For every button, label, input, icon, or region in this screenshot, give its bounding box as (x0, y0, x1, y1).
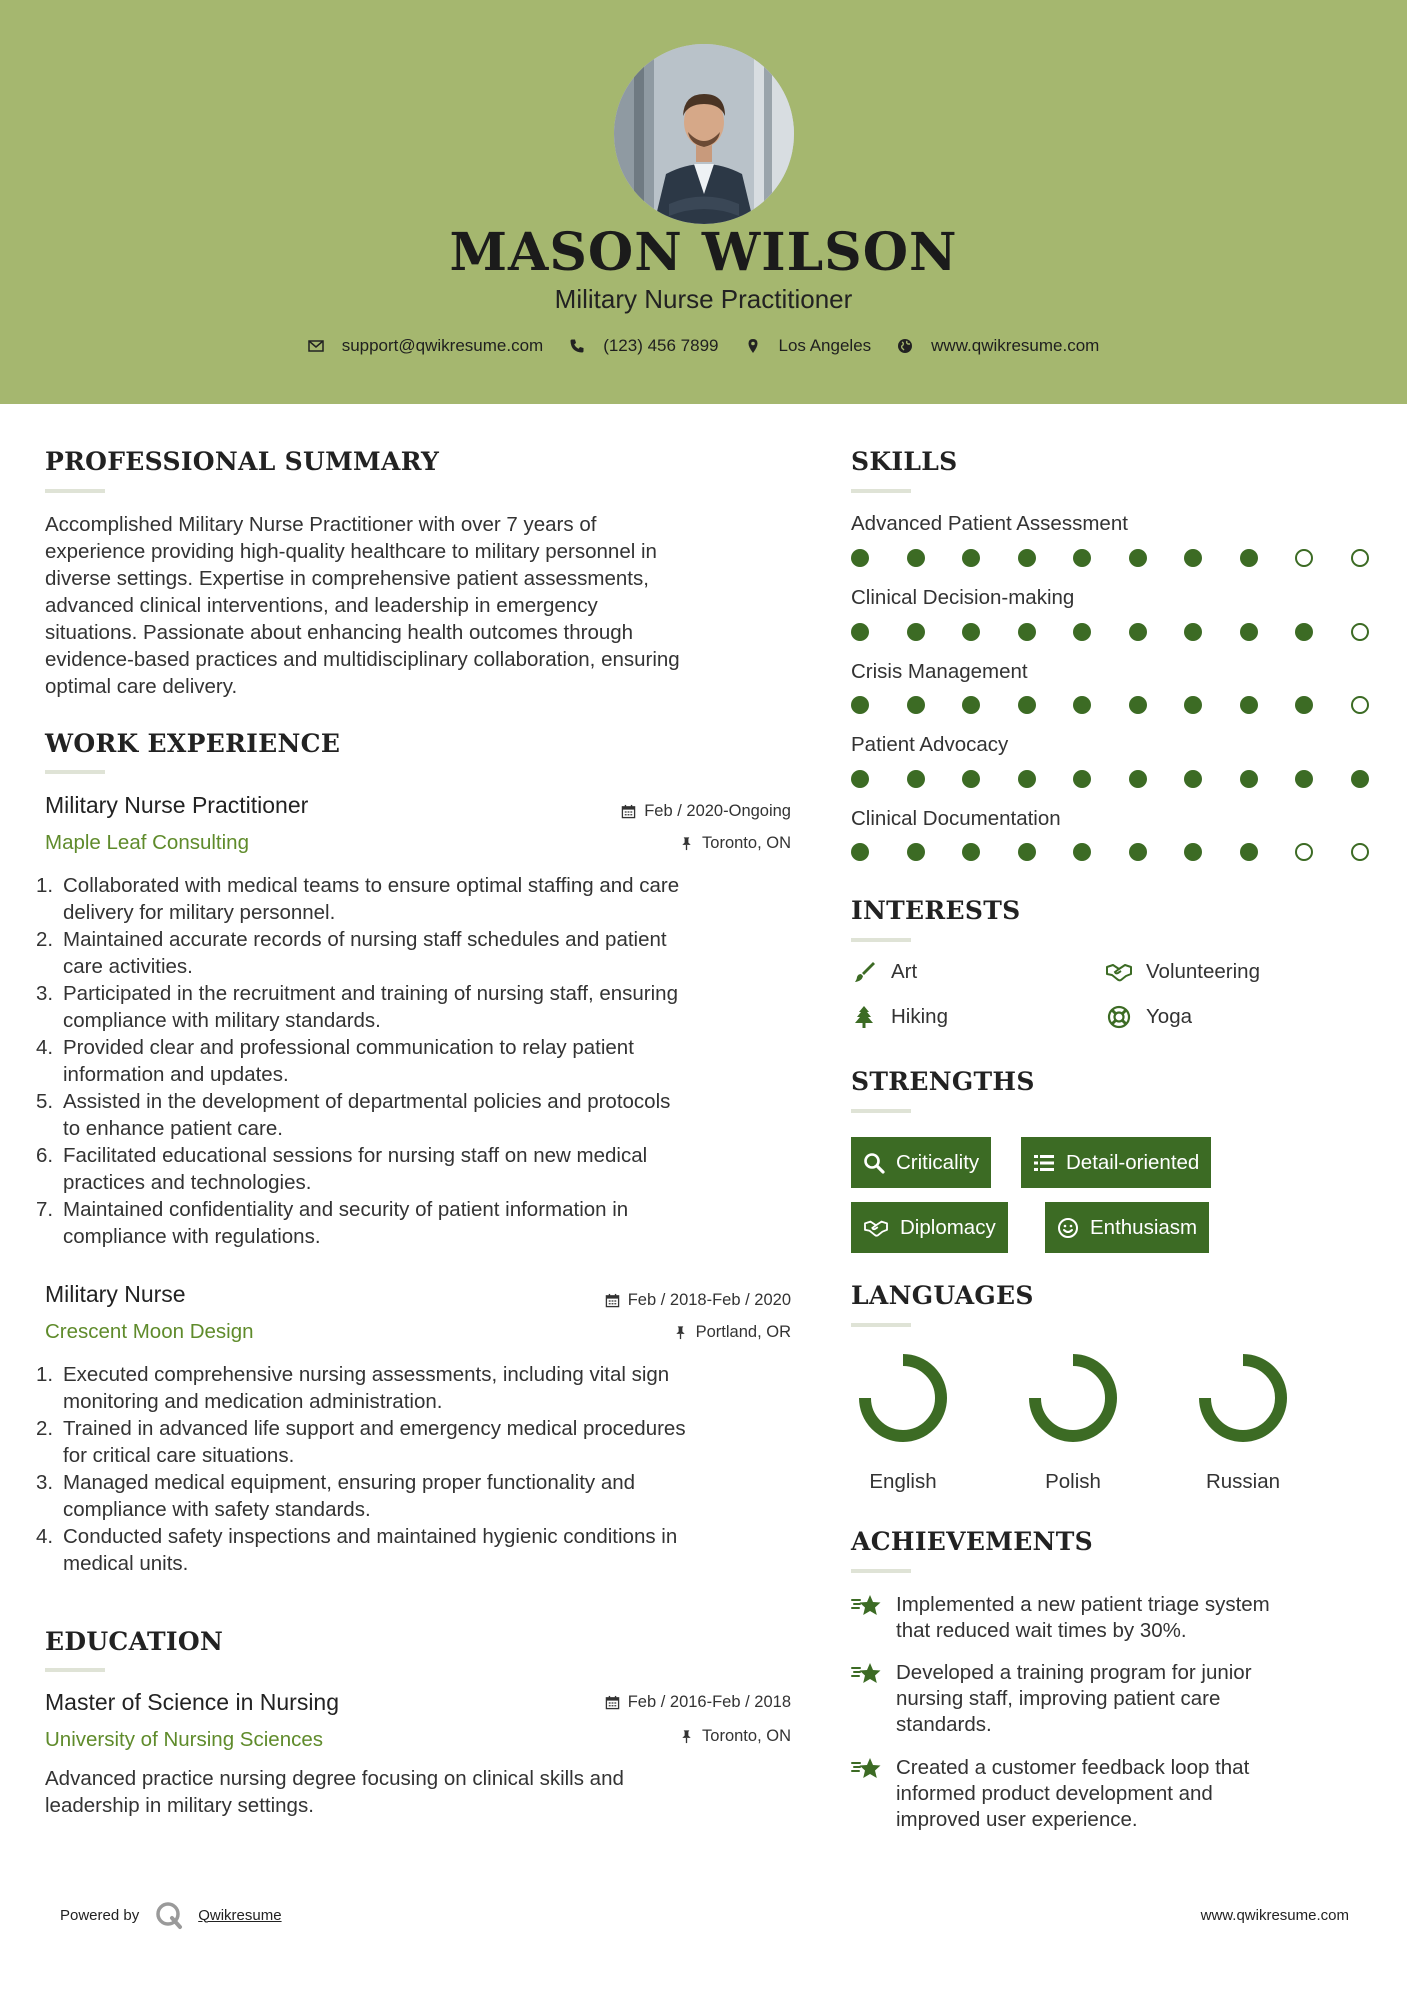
skill-dot-filled (1240, 696, 1258, 714)
list-item (36, 1142, 796, 1196)
powered-by-label: Powered by (60, 1906, 140, 1924)
skill-dot-filled (962, 549, 980, 567)
list-item-line: Collaborated with medical teams to ensure optimal staffing and care (63, 874, 680, 897)
list-item-line: Managed medical equipment, ensuring proper functionality and (63, 1471, 636, 1494)
language-proficiency-ring (1195, 1350, 1291, 1446)
interest-item (1106, 960, 1260, 984)
list-item (36, 926, 796, 980)
skill-dot-filled (851, 843, 869, 861)
interest-label: Yoga (1146, 1005, 1192, 1028)
skill-dot-filled (1184, 770, 1202, 788)
strength-label: Criticality (896, 1150, 980, 1174)
handshake-icon (863, 1217, 889, 1239)
list-item-line: for critical care situations. (63, 1444, 295, 1467)
profile-photo (614, 44, 794, 224)
list-item (36, 1196, 796, 1250)
summary-line: evidence-based practices and multidisciplinary collaboration, ensuring (45, 648, 680, 671)
education-dates-text: Feb / 2016-Feb / 2018 (627, 1693, 791, 1711)
skill-dot-filled (1295, 623, 1313, 641)
skill-dot-filled (1129, 770, 1147, 788)
list-item-line: Participated in the recruitment and training of nursing staff, ensuring (63, 982, 678, 1005)
language-proficiency-arc (865, 1360, 941, 1436)
skill-dot-filled (907, 770, 925, 788)
skill-dot-filled (851, 770, 869, 788)
summary-heading-rule (45, 489, 105, 493)
language-item (843, 1350, 963, 1494)
skill-name: Patient Advocacy (851, 733, 1009, 756)
skill-dot-empty (1351, 549, 1369, 567)
list-item-number: 6. (36, 1144, 54, 1167)
list-item-line: care activities. (63, 955, 193, 978)
skill-dot-filled (1184, 843, 1202, 861)
job-location-text: Portland, OR (695, 1323, 791, 1341)
smile-icon (1057, 1217, 1079, 1239)
list-item (36, 980, 796, 1034)
calendar-icon (605, 1293, 620, 1308)
qwikresume-logo-icon (154, 1900, 184, 1930)
skill-dot-filled (962, 770, 980, 788)
summary-text (45, 511, 805, 700)
list-item (36, 1088, 796, 1142)
list-item (36, 1469, 796, 1523)
job-dates-text: Feb / 2018-Feb / 2020 (627, 1291, 791, 1309)
skill-dot-filled (1351, 770, 1369, 788)
interest-label: Hiking (891, 1005, 948, 1028)
skill-dot-filled (907, 549, 925, 567)
education-heading: EDUCATION (45, 1627, 224, 1656)
education-heading-rule (45, 1668, 105, 1672)
phone-icon (569, 338, 585, 354)
strength-chip (851, 1137, 991, 1188)
strengths-heading: STRENGTHS (851, 1067, 1035, 1096)
skill-name: Crisis Management (851, 660, 1028, 683)
list-item-number: 5. (36, 1090, 54, 1113)
list-item-number: 2. (36, 928, 54, 951)
job-bullets (36, 1361, 796, 1577)
list-item-line: Conducted safety inspections and maintained hygienic conditions in (63, 1525, 678, 1548)
list-item-number: 4. (36, 1525, 54, 1548)
list-item-line: Executed comprehensive nursing assessments, including vital sign (63, 1363, 670, 1386)
contact-location-text: Los Angeles (778, 336, 872, 355)
strength-chip (851, 1202, 1008, 1253)
contact-phone[interactable] (569, 336, 718, 356)
powered-by (60, 1900, 282, 1930)
job-location (673, 1323, 791, 1342)
interest-label: Volunteering (1146, 960, 1260, 983)
skills-heading-rule (851, 489, 911, 493)
summary-line: diverse settings. Expertise in comprehensive patient assessments, (45, 567, 649, 590)
achievement-line: that reduced wait times by 30%. (896, 1619, 1187, 1642)
skill-dot-filled (1184, 549, 1202, 567)
skills-heading: SKILLS (851, 447, 958, 476)
list-item (36, 1415, 796, 1469)
skill-name: Clinical Decision-making (851, 586, 1075, 609)
strength-label: Enthusiasm (1090, 1215, 1198, 1239)
envelope-icon (308, 338, 324, 354)
contact-website[interactable] (897, 336, 1099, 356)
skill-dot-filled (962, 623, 980, 641)
summary-heading: PROFESSIONAL SUMMARY (45, 447, 440, 476)
skill-dot-filled (1018, 549, 1036, 567)
summary-line: experience providing high-quality healthcare to military personnel in (45, 540, 657, 563)
list-item-line: Facilitated educational sessions for nursing staff on new medical (63, 1144, 648, 1167)
brand-link[interactable]: Qwikresume (198, 1906, 282, 1924)
job-company: Maple Leaf Consulting (45, 831, 249, 854)
skill-dot-filled (1295, 696, 1313, 714)
achievement-line: Implemented a new patient triage system (896, 1593, 1270, 1616)
strength-label: Diplomacy (900, 1215, 996, 1239)
skill-dot-filled (1184, 623, 1202, 641)
map-marker-icon (745, 338, 761, 354)
pushpin-icon (679, 1729, 694, 1744)
job-title: Military Nurse (45, 1281, 186, 1307)
skill-dot-filled (1129, 623, 1147, 641)
skill-dot-filled (1018, 770, 1036, 788)
contact-bar (0, 336, 1407, 356)
achievements-heading: ACHIEVEMENTS (851, 1527, 1093, 1556)
achievement-line: nursing staff, improving patient care (896, 1687, 1221, 1710)
strengths-heading-rule (851, 1109, 911, 1113)
achievement-line: improved user experience. (896, 1808, 1138, 1831)
candidate-title: Military Nurse Practitioner (554, 284, 853, 314)
contact-phone-text: (123) 456 7899 (603, 336, 719, 355)
list-item-line: Maintained confidentiality and security of patient information in (63, 1198, 629, 1221)
pushpin-icon (679, 836, 694, 851)
summary-line: advanced clinical interventions, and leadership in emergency (45, 594, 598, 617)
strength-chip (1045, 1202, 1209, 1253)
calendar-icon (605, 1695, 620, 1710)
contact-website-text: www.qwikresume.com (931, 336, 1100, 355)
list-item-line: monitoring and medication administration. (63, 1390, 443, 1413)
experience-heading: WORK EXPERIENCE (45, 729, 341, 758)
skill-dot-filled (1129, 696, 1147, 714)
language-item (1013, 1350, 1133, 1494)
summary-line: situations. Passionate about enhancing health outcomes through (45, 621, 634, 644)
skill-dot-filled (1073, 623, 1091, 641)
handshake-icon (1106, 960, 1132, 984)
education-dates (605, 1693, 791, 1712)
skill-dot-filled (1184, 696, 1202, 714)
skill-dot-filled (1295, 770, 1313, 788)
skill-dot-empty (1351, 843, 1369, 861)
achievement-line: Created a customer feedback loop that (896, 1756, 1250, 1779)
skill-dot-filled (962, 843, 980, 861)
summary-line: optimal care delivery. (45, 675, 238, 698)
list-item-line: Maintained accurate records of nursing staff schedules and patient (63, 928, 667, 951)
contact-location (745, 336, 872, 356)
list-item-line: compliance with safety standards. (63, 1498, 371, 1521)
education-description-line: leadership in military settings. (45, 1794, 314, 1817)
job-dates (621, 802, 791, 821)
skill-dot-filled (851, 549, 869, 567)
achievement-line: standards. (896, 1713, 992, 1736)
degree-title: Master of Science in Nursing (45, 1689, 340, 1715)
list-item-line: practices and technologies. (63, 1171, 312, 1194)
skill-dot-filled (1073, 696, 1091, 714)
achievement-item (851, 1755, 1351, 1833)
list-item (36, 872, 796, 926)
skill-dot-filled (1240, 843, 1258, 861)
list-item-line: compliance with military standards. (63, 1009, 381, 1032)
list-item-line: medical units. (63, 1552, 189, 1575)
contact-email[interactable] (308, 336, 544, 356)
achievements-heading-rule (851, 1569, 911, 1573)
language-name: Polish (1045, 1470, 1101, 1493)
list-item-number: 7. (36, 1198, 54, 1221)
summary-line: Accomplished Military Nurse Practitioner with over 7 years of (45, 513, 597, 536)
list-item-number: 1. (36, 1363, 54, 1386)
job-location-text: Toronto, ON (702, 834, 791, 852)
achievement-item (851, 1660, 1351, 1738)
skill-dot-filled (907, 696, 925, 714)
list-item-number: 1. (36, 874, 54, 897)
strength-chip (1021, 1137, 1211, 1188)
skill-dot-filled (907, 843, 925, 861)
list-item-number: 4. (36, 1036, 54, 1059)
skill-dot-filled (1073, 770, 1091, 788)
job-title: Military Nurse Practitioner (45, 792, 309, 818)
skill-dot-empty (1351, 623, 1369, 641)
skill-dot-filled (1129, 843, 1147, 861)
star-award-icon (851, 1660, 883, 1688)
skill-dot-filled (1240, 549, 1258, 567)
skill-dot-filled (1240, 770, 1258, 788)
list-item-line: information and updates. (63, 1063, 289, 1086)
interests-heading: INTERESTS (851, 896, 1021, 925)
achievement-line: Developed a training program for junior (896, 1661, 1252, 1684)
job-bullets (36, 872, 796, 1250)
interest-item (851, 960, 917, 984)
list-item (36, 1034, 796, 1088)
paintbrush-icon (851, 960, 877, 984)
education-description-line: Advanced practice nursing degree focusing on clinical skills and (45, 1767, 624, 1790)
job-dates-text: Feb / 2020-Ongoing (644, 802, 791, 820)
language-item (1183, 1350, 1303, 1494)
list-item-line: Assisted in the development of departmental policies and protocols (63, 1090, 671, 1113)
language-name: English (869, 1470, 937, 1493)
language-proficiency-arc (1035, 1360, 1111, 1436)
list-icon (1033, 1152, 1055, 1174)
lifering-icon (1106, 1005, 1132, 1029)
list-item (36, 1361, 796, 1415)
list-item-number: 3. (36, 982, 54, 1005)
skill-name: Advanced Patient Assessment (851, 512, 1128, 535)
job-location (679, 834, 791, 853)
language-proficiency-ring (855, 1350, 951, 1446)
list-item-number: 2. (36, 1417, 54, 1440)
skill-name: Clinical Documentation (851, 807, 1061, 830)
skill-dot-filled (1073, 843, 1091, 861)
strength-label: Detail-oriented (1066, 1150, 1200, 1174)
list-item-line: Trained in advanced life support and emergency medical procedures (63, 1417, 686, 1440)
interest-label: Art (891, 960, 918, 983)
education-location-text: Toronto, ON (702, 1727, 791, 1745)
globe-icon (897, 338, 913, 354)
skill-dot-empty (1295, 843, 1313, 861)
skill-dot-filled (1018, 623, 1036, 641)
skill-dot-filled (851, 623, 869, 641)
skill-dot-filled (851, 696, 869, 714)
languages-heading: LANGUAGES (851, 1281, 1034, 1310)
language-name: Russian (1205, 1470, 1281, 1493)
contact-email-text: support@qwikresume.com (341, 336, 544, 355)
list-item (36, 1523, 796, 1577)
calendar-icon (621, 804, 636, 819)
resume-header (0, 0, 1407, 404)
languages-heading-rule (851, 1323, 911, 1327)
interests-heading-rule (851, 938, 911, 942)
achievement-line: informed product development and (896, 1782, 1213, 1805)
star-award-icon (851, 1592, 883, 1620)
skill-dot-filled (1018, 696, 1036, 714)
skill-dot-empty (1295, 549, 1313, 567)
candidate-name: MASON WILSON (449, 222, 958, 283)
achievement-item (851, 1592, 1351, 1644)
language-proficiency-ring (1025, 1350, 1121, 1446)
skill-dot-empty (1351, 696, 1369, 714)
skill-dot-filled (907, 623, 925, 641)
skill-dot-filled (1129, 549, 1147, 567)
interest-item (1106, 1005, 1192, 1029)
school-name: University of Nursing Sciences (45, 1728, 323, 1751)
list-item-line: delivery for military personnel. (63, 901, 336, 924)
education-description (45, 1765, 805, 1819)
list-item-line: to enhance patient care. (63, 1117, 283, 1140)
tree-icon (851, 1005, 877, 1029)
interest-item (851, 1005, 948, 1029)
star-award-icon (851, 1755, 883, 1783)
skill-dot-filled (962, 696, 980, 714)
education-location (679, 1727, 791, 1746)
skill-dot-filled (1240, 623, 1258, 641)
list-item-line: compliance with regulations. (63, 1225, 321, 1248)
list-item-line: Provided clear and professional communication to relay patient (63, 1036, 634, 1059)
job-company: Crescent Moon Design (45, 1320, 254, 1343)
experience-heading-rule (45, 770, 105, 774)
skill-dot-filled (1073, 549, 1091, 567)
person-photo-icon (614, 44, 794, 224)
skill-dot-filled (1018, 843, 1036, 861)
list-item-number: 3. (36, 1471, 54, 1494)
job-dates (605, 1291, 791, 1310)
language-proficiency-arc (1205, 1360, 1281, 1436)
footer-website[interactable]: www.qwikresume.com (1200, 1907, 1349, 1924)
search-icon (863, 1152, 885, 1174)
pushpin-icon (673, 1325, 688, 1340)
